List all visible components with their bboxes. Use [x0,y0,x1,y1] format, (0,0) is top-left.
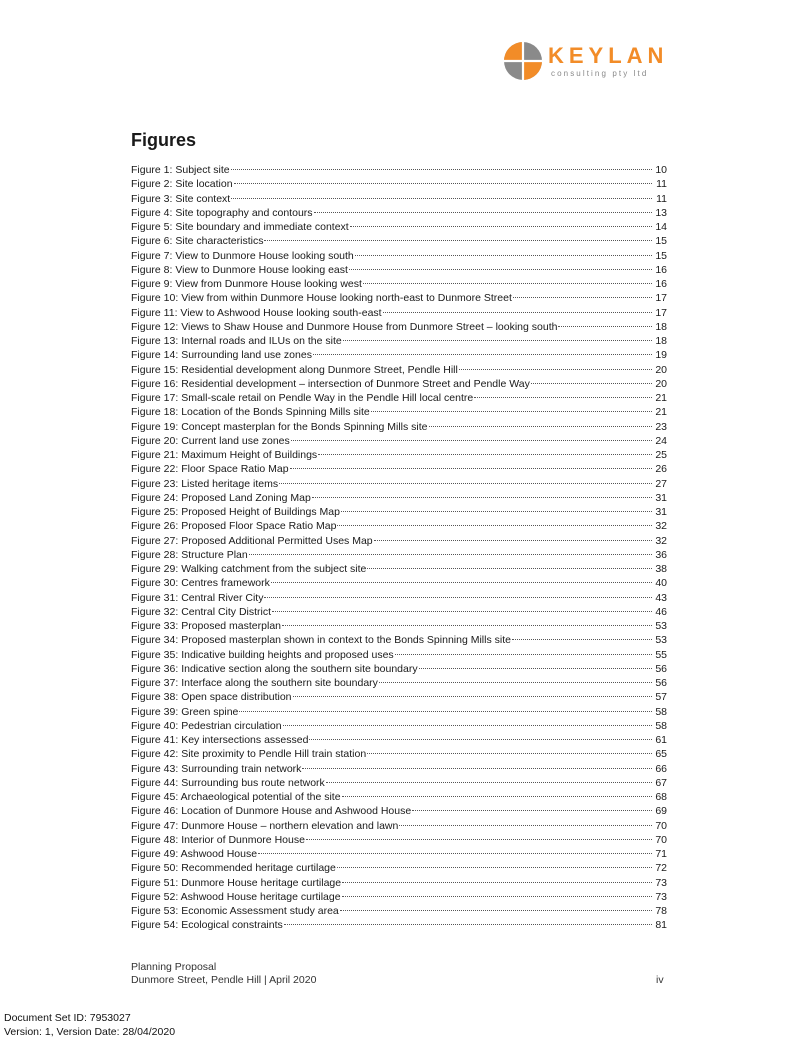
figure-entry[interactable] [131,448,667,462]
figure-title: Figure 53: Economic Assessment study area [131,904,339,918]
figure-page-number: 53 [653,633,667,647]
figure-page-number: 19 [653,348,667,362]
figure-page-number: 58 [653,719,667,733]
figure-page-number: 15 [653,234,667,248]
figure-title: Figure 21: Maximum Height of Buildings [131,448,317,462]
figure-title: Figure 38: Open space distribution [131,690,292,704]
figure-entry[interactable] [131,648,667,662]
figure-title: Figure 31: Central River City [131,591,263,605]
dot-leader [291,440,652,441]
dot-leader [284,924,652,925]
figure-entry[interactable] [131,434,667,448]
figure-title: Figure 18: Location of the Bonds Spinning Mills site [131,405,370,419]
figure-entry[interactable] [131,819,667,833]
dot-leader [306,839,652,840]
dot-leader [264,597,652,598]
figure-page-number: 56 [653,662,667,676]
figure-page-number: 32 [653,534,667,548]
figure-page-number: 31 [653,491,667,505]
figure-entry[interactable] [131,804,667,818]
figure-title: Figure 13: Internal roads and ILUs on the site [131,334,342,348]
document-set-id: Document Set ID: 7953027 [4,1012,175,1026]
keylan-logo [503,41,673,87]
figure-entry[interactable] [131,334,667,348]
dot-leader [318,454,652,455]
figure-title: Figure 24: Proposed Land Zoning Map [131,491,311,505]
figure-page-number: 57 [653,690,667,704]
figure-page-number: 71 [653,847,667,861]
dot-leader [363,283,652,284]
figure-title: Figure 41: Key intersections assessed [131,733,308,747]
dot-leader [337,867,652,868]
figure-entry[interactable] [131,719,667,733]
figure-page-number: 32 [653,519,667,533]
dot-leader [355,255,652,256]
figure-entry[interactable] [131,904,667,918]
dot-leader [239,711,652,712]
dot-leader [272,611,652,612]
dot-leader [313,354,652,355]
figure-title: Figure 14: Surrounding land use zones [131,348,312,362]
figure-title: Figure 5: Site boundary and immediate context [131,220,349,234]
figure-title: Figure 44: Surrounding bus route network [131,776,325,790]
figure-title: Figure 47: Dunmore House – northern elevation and lawn [131,819,398,833]
figure-page-number: 20 [653,363,667,377]
figure-entry[interactable] [131,263,667,277]
dot-leader [337,525,652,526]
figure-page-number: 36 [653,548,667,562]
page-title: Figures [131,130,196,151]
figure-title: Figure 39: Green spine [131,705,238,719]
figure-entry[interactable] [131,177,667,191]
figure-page-number: 13 [653,206,667,220]
figure-entry[interactable] [131,861,667,875]
figure-page-number: 25 [653,448,667,462]
figure-title: Figure 8: View to Dunmore House looking east [131,263,348,277]
figure-entry[interactable] [131,605,667,619]
dot-leader [558,326,652,327]
figure-page-number: 72 [653,861,667,875]
figure-title: Figure 52: Ashwood House heritage curtilage [131,890,341,904]
figure-title: Figure 20: Current land use zones [131,434,290,448]
figure-entry[interactable] [131,363,667,377]
dot-leader [350,226,652,227]
keylan-logo-mark-icon [503,41,543,81]
figure-page-number: 70 [653,833,667,847]
figure-title: Figure 1: Subject site [131,163,230,177]
figure-title: Figure 9: View from Dunmore House looking west [131,277,362,291]
figure-entry[interactable] [131,762,667,776]
figure-page-number: 66 [653,762,667,776]
figure-page-number: 11 [653,177,667,191]
figure-title: Figure 10: View from within Dunmore House looking north-east to Dunmore Street [131,291,512,305]
dot-leader [343,340,652,341]
dot-leader [383,312,652,313]
figure-page-number: 55 [653,648,667,662]
figure-entry[interactable] [131,619,667,633]
figure-title: Figure 4: Site topography and contours [131,206,313,220]
figure-page-number: 81 [653,918,667,932]
figure-page-number: 73 [653,876,667,890]
dot-leader [342,882,652,883]
dot-leader [395,654,652,655]
figure-page-number: 20 [653,377,667,391]
figure-entry[interactable] [131,776,667,790]
figure-title: Figure 22: Floor Space Ratio Map [131,462,289,476]
dot-leader [349,269,652,270]
figure-title: Figure 34: Proposed masterplan shown in context to the Bonds Spinning Mills site [131,633,511,647]
dot-leader [367,753,652,754]
figure-title: Figure 2: Site location [131,177,233,191]
dot-leader [279,483,652,484]
figure-entry[interactable] [131,505,667,519]
figure-entry[interactable] [131,576,667,590]
figure-page-number: 46 [653,605,667,619]
dot-leader [314,212,652,213]
figure-entry[interactable] [131,348,667,362]
figure-page-number: 14 [653,220,667,234]
dot-leader [371,411,652,412]
figure-entry[interactable] [131,206,667,220]
figure-page-number: 78 [653,904,667,918]
footer-doc-subtitle: Dunmore Street, Pendle Hill | April 2020 [131,974,316,987]
figure-page-number: 17 [653,306,667,320]
dot-leader [231,169,652,170]
figure-title: Figure 35: Indicative building heights and proposed uses [131,648,394,662]
logo-wordmark: KEYLAN [548,43,668,69]
document-info [4,1012,175,1039]
dot-leader [258,853,652,854]
dot-leader [399,825,652,826]
dot-leader [342,896,652,897]
figure-title: Figure 48: Interior of Dunmore House [131,833,305,847]
dot-leader [264,240,652,241]
document-version: Version: 1, Version Date: 28/04/2020 [4,1026,175,1039]
figure-page-number: 18 [653,334,667,348]
figure-page-number: 16 [653,277,667,291]
figure-entry[interactable] [131,918,667,932]
figure-entry[interactable] [131,220,667,234]
figure-title: Figure 17: Small-scale retail on Pendle Way in the Pendle Hill local centre [131,391,473,405]
dot-leader [342,796,652,797]
figure-entry[interactable] [131,676,667,690]
figure-entry[interactable] [131,662,667,676]
dot-leader [340,910,652,911]
page-number: iv [656,974,664,986]
figure-page-number: 31 [653,505,667,519]
figure-entry[interactable] [131,377,667,391]
figure-entry[interactable] [131,163,667,177]
figure-page-number: 24 [653,434,667,448]
figure-title: Figure 30: Centres framework [131,576,270,590]
dot-leader [293,696,652,697]
figure-title: Figure 29: Walking catchment from the subject site [131,562,366,576]
figure-entry[interactable] [131,405,667,419]
figure-page-number: 26 [653,462,667,476]
figure-page-number: 17 [653,291,667,305]
dot-leader [283,725,652,726]
figure-entry[interactable] [131,477,667,491]
figure-title: Figure 27: Proposed Additional Permitted Uses Map [131,534,373,548]
figure-page-number: 61 [653,733,667,747]
dot-leader [290,468,652,469]
dot-leader [513,297,652,298]
figure-page-number: 58 [653,705,667,719]
dot-leader [474,397,652,398]
figure-page-number: 38 [653,562,667,576]
figure-entry[interactable] [131,420,667,434]
figure-page-number: 15 [653,249,667,263]
dot-leader [531,383,652,384]
figure-title: Figure 15: Residential development along Dunmore Street, Pendle Hill [131,363,458,377]
dot-leader [231,198,652,199]
figure-title: Figure 51: Dunmore House heritage curtilage [131,876,341,890]
figure-entry[interactable] [131,306,667,320]
logo-tagline: consulting pty ltd [551,69,648,78]
figure-entry[interactable] [131,633,667,647]
figure-page-number: 18 [653,320,667,334]
figure-title: Figure 28: Structure Plan [131,548,248,562]
figure-title: Figure 49: Ashwood House [131,847,257,861]
figure-entry[interactable] [131,890,667,904]
figure-title: Figure 43: Surrounding train network [131,762,301,776]
figure-title: Figure 26: Proposed Floor Space Ratio Map [131,519,336,533]
dot-leader [282,625,652,626]
figure-title: Figure 37: Interface along the southern site boundary [131,676,378,690]
dot-leader [271,582,652,583]
figure-entry[interactable] [131,192,667,206]
figure-title: Figure 42: Site proximity to Pendle Hill train station [131,747,366,761]
figure-entry[interactable] [131,519,667,533]
figure-entry[interactable] [131,548,667,562]
figure-page-number: 68 [653,790,667,804]
figure-title: Figure 12: Views to Shaw House and Dunmore House from Dunmore Street – looking south [131,320,557,334]
figure-page-number: 16 [653,263,667,277]
figure-entry[interactable] [131,876,667,890]
figure-page-number: 40 [653,576,667,590]
figure-page-number: 27 [653,477,667,491]
dot-leader [429,426,653,427]
figure-entry[interactable] [131,705,667,719]
figure-page-number: 56 [653,676,667,690]
figure-entry[interactable] [131,833,667,847]
figure-page-number: 11 [653,192,667,206]
dot-leader [249,554,652,555]
figure-entry[interactable] [131,690,667,704]
figure-page-number: 53 [653,619,667,633]
dot-leader [341,511,652,512]
dot-leader [412,810,652,811]
dot-leader [459,369,652,370]
footer [131,961,316,987]
figure-title: Figure 11: View to Ashwood House looking south-east [131,306,382,320]
figure-entry[interactable] [131,591,667,605]
figure-title: Figure 19: Concept masterplan for the Bonds Spinning Mills site [131,420,428,434]
dot-leader [234,183,652,184]
figure-page-number: 21 [653,405,667,419]
figures-list [131,163,667,933]
figure-entry[interactable] [131,534,667,548]
figure-title: Figure 25: Proposed Height of Buildings Map [131,505,340,519]
dot-leader [374,540,652,541]
figure-entry[interactable] [131,562,667,576]
dot-leader [309,739,652,740]
figure-title: Figure 32: Central City District [131,605,271,619]
figure-page-number: 73 [653,890,667,904]
figure-page-number: 67 [653,776,667,790]
figure-page-number: 21 [653,391,667,405]
dot-leader [312,497,652,498]
figure-entry[interactable] [131,733,667,747]
figure-title: Figure 46: Location of Dunmore House and Ashwood House [131,804,411,818]
figure-page-number: 43 [653,591,667,605]
figure-entry[interactable] [131,277,667,291]
figure-page-number: 23 [653,420,667,434]
figure-entry[interactable] [131,234,667,248]
figure-entry[interactable] [131,847,667,861]
figure-entry[interactable] [131,790,667,804]
dot-leader [326,782,652,783]
figure-entry[interactable] [131,249,667,263]
figure-title: Figure 7: View to Dunmore House looking south [131,249,354,263]
figure-title: Figure 40: Pedestrian circulation [131,719,282,733]
figure-title: Figure 16: Residential development – intersection of Dunmore Street and Pendle Way [131,377,530,391]
figure-entry[interactable] [131,491,667,505]
dot-leader [302,768,652,769]
figure-title: Figure 23: Listed heritage items [131,477,278,491]
figure-title: Figure 54: Ecological constraints [131,918,283,932]
figure-title: Figure 33: Proposed masterplan [131,619,281,633]
figure-title: Figure 36: Indicative section along the southern site boundary [131,662,418,676]
dot-leader [379,682,652,683]
figure-title: Figure 50: Recommended heritage curtilage [131,861,336,875]
footer-doc-title: Planning Proposal [131,961,316,974]
figure-page-number: 65 [653,747,667,761]
figure-title: Figure 3: Site context [131,192,230,206]
figure-entry[interactable] [131,462,667,476]
figure-entry[interactable] [131,747,667,761]
figure-page-number: 70 [653,819,667,833]
figure-page-number: 10 [653,163,667,177]
figure-entry[interactable] [131,391,667,405]
dot-leader [512,639,652,640]
figure-title: Figure 6: Site characteristics [131,234,263,248]
figure-entry[interactable] [131,320,667,334]
dot-leader [367,568,652,569]
dot-leader [419,668,652,669]
figure-page-number: 69 [653,804,667,818]
figure-title: Figure 45: Archaeological potential of the site [131,790,341,804]
figure-entry[interactable] [131,291,667,305]
